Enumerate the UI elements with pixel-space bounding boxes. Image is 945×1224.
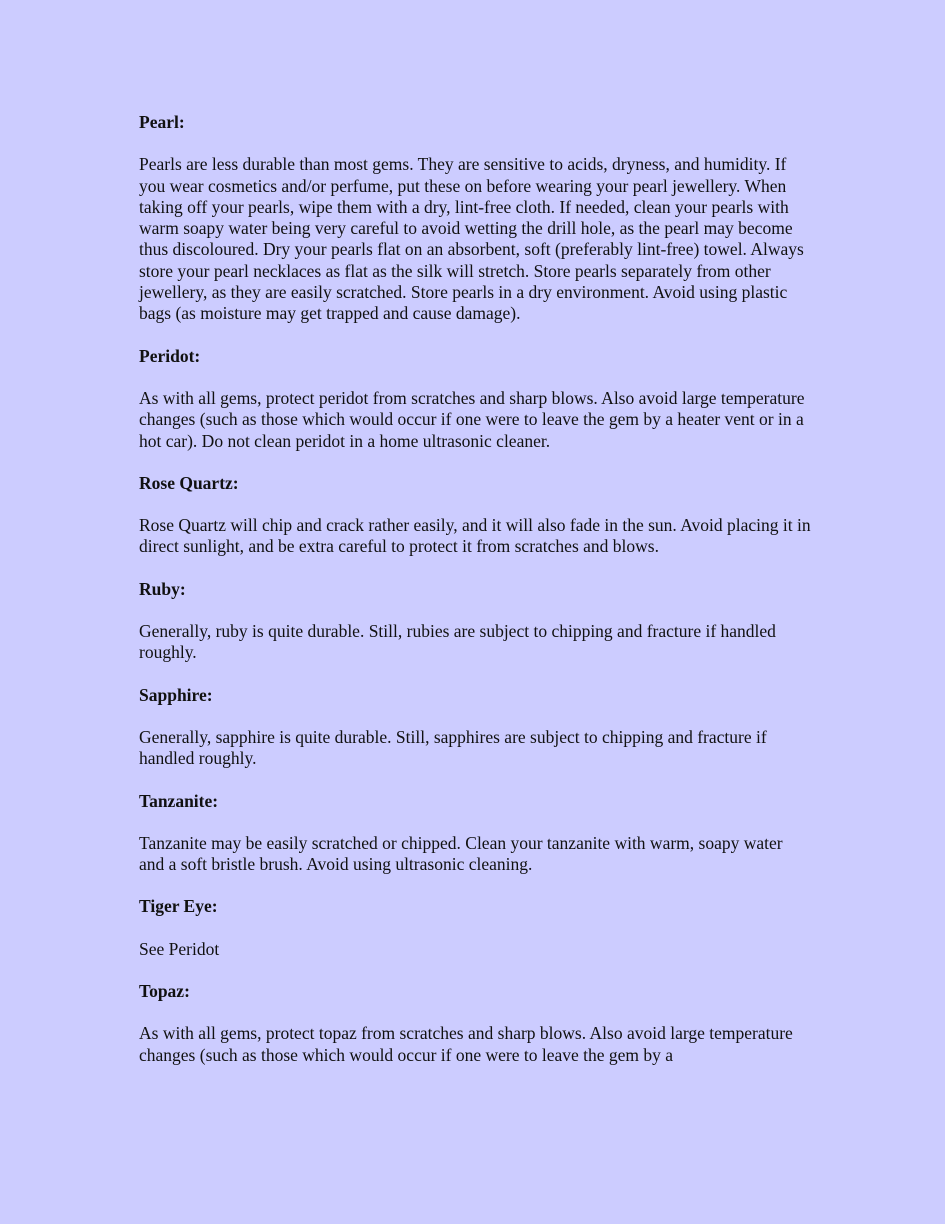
gem-heading: Sapphire: [139, 684, 213, 705]
document-page [139, 112, 811, 1087]
gem-section-pearl [139, 112, 811, 325]
gem-section-ruby [139, 579, 811, 664]
gem-heading: Peridot: [139, 345, 201, 366]
gem-section-tanzanite [139, 791, 811, 876]
gem-section-tiger-eye [139, 896, 811, 960]
gem-section-rose-quartz [139, 473, 811, 558]
gem-care-text: As with all gems, protect peridot from scratches and sharp blows. Also avoid large temperature changes (such as those which would occur if one were to leave the gem by a heater vent or in a hot car). Do not clean peridot in a home ultrasonic cleaner. [139, 387, 805, 451]
gem-section-sapphire [139, 685, 811, 770]
gem-care-text: As with all gems, protect topaz from scratches and sharp blows. Also avoid large temperature changes (such as those which would occur if one were to leave the gem by a [139, 1023, 793, 1065]
gem-heading: Topaz: [139, 981, 190, 1002]
gem-heading: Tanzanite: [139, 790, 219, 811]
gem-care-text: Pearls are less durable than most gems. They are sensitive to acids, dryness, and humidity. If you wear cosmetics and/or perfume, put these on before wearing your pearl jewellery. When taking off your pearls, wipe them with a dry, lint-free cloth. If needed, clean your pearls with warm soapy water being very careful to avoid wetting the drill hole, as the pearl may become thus discoloured. Dry your pearls flat on an absorbent, soft (preferably lint-free) towel. Always store your pearl necklaces as flat as the silk will stretch. Store pearls separately from other jewellery, as they are easily scratched. Store pearls in a dry environment. Avoid using plastic bags (as moisture may get trapped and cause damage). [139, 154, 804, 324]
gem-section-peridot [139, 346, 811, 452]
gem-care-text: Generally, sapphire is quite durable. Still, sapphires are subject to chipping and fracture if handled roughly. [139, 726, 767, 769]
gem-section-topaz [139, 981, 811, 1066]
gem-heading: Pearl: [139, 112, 185, 132]
gem-care-text: Tanzanite may be easily scratched or chipped. Clean your tanzanite with warm, soapy water and a soft bristle brush. Avoid using ultrasonic cleaning. [139, 832, 783, 875]
gem-care-text: See Peridot [139, 938, 220, 959]
gem-care-text: Generally, ruby is quite durable. Still, rubies are subject to chipping and fracture if handled roughly. [139, 621, 776, 663]
gem-care-text: Rose Quartz will chip and crack rather easily, and it will also fade in the sun. Avoid placing it in direct sunlight, and be extra careful to protect it from scratches and blows. [139, 515, 811, 557]
gem-heading: Ruby: [139, 578, 186, 599]
gem-heading: Rose Quartz: [139, 472, 239, 493]
gem-heading: Tiger Eye: [139, 896, 218, 917]
